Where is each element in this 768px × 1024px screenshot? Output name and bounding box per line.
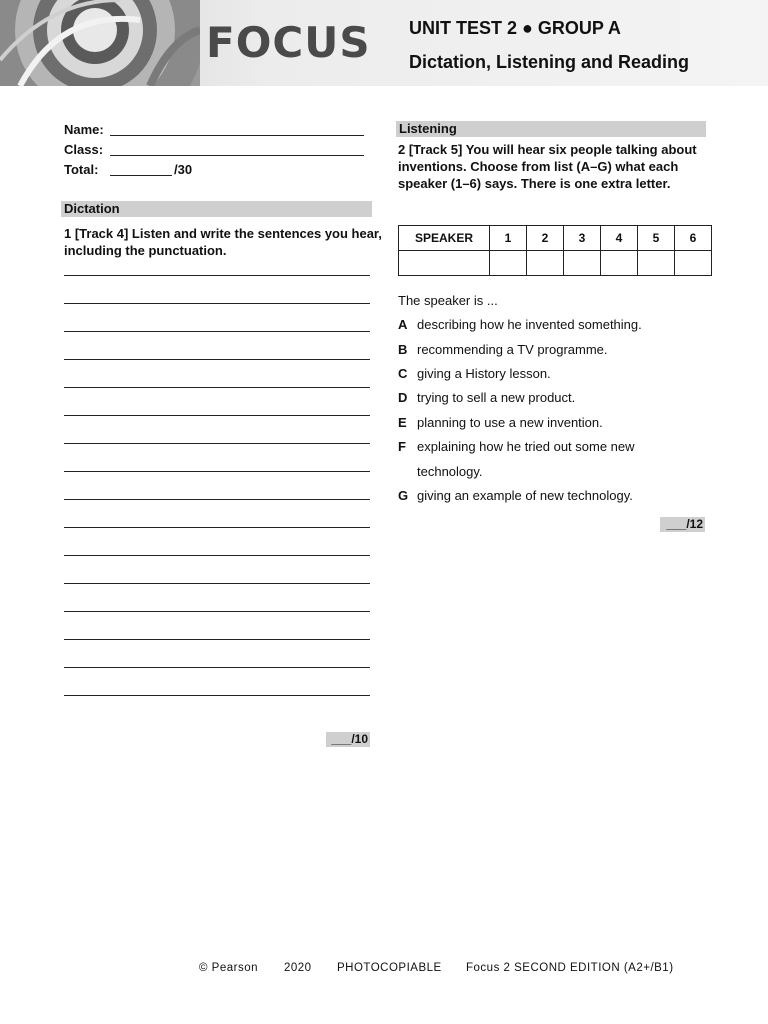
option-text: recommending a TV programme. [417,342,608,357]
class-line [110,155,364,156]
option-letter: A [398,317,408,332]
writing-line[interactable] [64,695,370,696]
listening-instruction-line: inventions. Choose from list (A–G) what each [398,159,679,174]
listening-heading: Listening [396,121,706,137]
writing-line[interactable] [64,331,370,332]
speaker-header-row [399,226,712,251]
footer-photocopiable: PHOTOCOPIABLE [337,962,442,974]
listening-score: ___/12 [660,517,705,532]
name-label: Name: [64,122,104,137]
listening-instruction-line: speaker (1–6) says. There is one extra letter. [398,176,671,191]
option-text: giving an example of new technology. [417,488,633,503]
name-field[interactable] [64,122,110,137]
writing-line[interactable] [64,527,370,528]
listening-instruction [398,141,697,192]
option-letter: G [398,488,409,503]
dictation-instruction [64,225,382,259]
option-letter: B [398,342,408,357]
total-field[interactable] [64,162,193,177]
option-text-continuation: technology. [417,464,483,479]
option-text: giving a History lesson. [417,366,551,381]
writing-line[interactable] [64,499,370,500]
focus-logo: FOCUS [206,18,371,67]
options-intro: The speaker is ... [398,293,498,308]
total-max: /30 [174,162,193,177]
unit-subtitle: Dictation, Listening and Reading [409,52,690,72]
writing-line[interactable] [64,583,370,584]
option-text: explaining how he tried out some new [417,439,635,454]
speaker-answer-row [399,251,712,276]
listening-instruction-line: 2 [Track 5] You will hear six people talking about [398,142,697,157]
answer-cell[interactable] [675,251,712,276]
speaker-number-cell: 5 [638,226,675,251]
option-letter: E [398,415,407,430]
answer-cell[interactable] [638,251,675,276]
answer-cell-label [399,251,490,276]
dictation-instruction-line: 1 [Track 4] Listen and write the sentences you hear, [64,226,382,241]
option-letter: D [398,390,408,405]
option-letter: F [398,439,406,454]
footer-year: 2020 [284,962,312,974]
dictation-instruction-line: including the punctuation. [64,243,227,258]
writing-line[interactable] [64,667,370,668]
writing-line[interactable] [64,443,370,444]
dictation-score: ___/10 [326,732,370,747]
writing-line[interactable] [64,415,370,416]
speaker-header-cell: SPEAKER [399,226,490,251]
answer-cell[interactable] [601,251,638,276]
writing-line[interactable] [64,639,370,640]
speaker-number-cell: 6 [675,226,712,251]
option-text: describing how he invented something. [417,317,642,332]
header-swirl-graphic [0,0,200,86]
writing-line[interactable] [64,555,370,556]
writing-line[interactable] [64,611,370,612]
writing-line[interactable] [64,275,370,276]
dictation-heading: Dictation [61,201,372,217]
footer-edition: Focus 2 SECOND EDITION (A2+/B1) [466,962,674,974]
writing-line[interactable] [64,359,370,360]
answer-cell[interactable] [490,251,527,276]
answer-cell[interactable] [527,251,564,276]
unit-title: UNIT TEST 2 ● GROUP A [409,18,621,38]
name-line [110,135,364,136]
speaker-number-cell: 3 [564,226,601,251]
footer-copyright: © Pearson [199,962,259,974]
class-label: Class: [64,142,104,157]
writing-line[interactable] [64,303,370,304]
speaker-answer-table [398,225,712,276]
answer-cell[interactable] [564,251,601,276]
speaker-number-cell: 4 [601,226,638,251]
writing-line[interactable] [64,387,370,388]
option-letter: C [398,366,408,381]
option-text: trying to sell a new product. [417,390,576,405]
total-line [110,175,172,176]
speaker-number-cell: 1 [490,226,527,251]
option-text: planning to use a new invention. [417,415,603,430]
speaker-number-cell: 2 [527,226,564,251]
class-field[interactable] [64,142,110,157]
writing-line[interactable] [64,471,370,472]
total-label: Total: [64,162,99,177]
page-header [0,0,768,86]
